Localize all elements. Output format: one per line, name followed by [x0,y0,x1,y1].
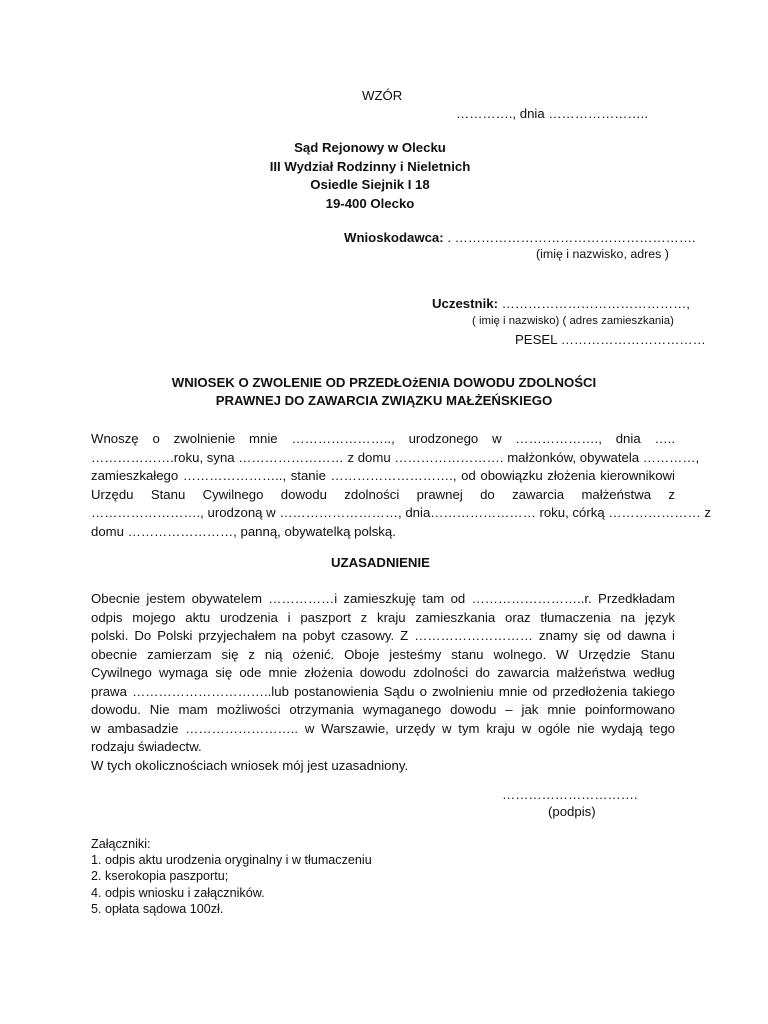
participant-label: Uczestnik: [432,296,498,311]
signature-dots: …………………………. [502,787,638,802]
attachments-heading: Załączniki: [91,837,151,851]
pesel-line: PESEL …………………………… [515,332,706,347]
justification-line: obecnie zamierzam się z nią ożenić. Oboje jesteśmy stanu wolnego. W Urzędzie Stanu [91,646,675,662]
court-address [250,139,490,213]
justification-heading: UZASADNIENIE [331,555,430,570]
signature-label: (podpis) [548,804,596,819]
participant-value: ……………………………………, [497,296,690,311]
request-line: Urzędu Stanu Cywilnego dowodu zdolności prawnej do zawarcia małżeństwa z [91,486,675,502]
court-city: 19-400 Olecko [325,195,415,211]
justification-line: Obecnie jestem obywatelem ……………i zamieszkuję tam od ……………………..r. Przedkładam [91,591,675,606]
justification-line-last: rodzaju świadectw. [91,739,202,754]
document-title [94,374,674,410]
title-line-1: WNIOSEK O ZWOLENIE OD PRZEDŁOżENIA DOWODU ZDOLNOŚCI [171,375,597,390]
justification-paragraph [91,590,675,775]
participant-hint: ( imię i nazwisko) ( adres zamieszkania) [472,315,674,327]
justification-line: prawa …………………………..lub postanowienia Sądu o zwolnieniu mnie od przedłożenia takiego [91,683,675,699]
justification-line: odpis mojego aktu urodzenia i paszport z kraju zamieszkania oraz tłumaczenia na język [91,609,675,625]
attachment-item: 2. kserokopia paszportu; [91,869,229,884]
justification-line: polski. Do Polski przyjechałem na pobyt czasowy. Z ……………………… znamy się od dawna i [91,628,675,643]
applicant-label: Wnioskodawca: [344,230,444,245]
applicant-line [344,230,696,245]
request-line: Wnoszę o zwolnienie mnie ………………….., urodzonego w ………………., dnia ….. [91,431,675,446]
attachments-list [91,836,372,917]
request-line: ……………….roku, syna …………………… z domu ……………………. małżonków, obywatela …………, [91,449,700,465]
attachment-item: 5. opłata sądowa 100zł. [91,901,224,916]
justification-line: w ambasadzie …………………….. w Warszawie, urzędy w tym kraju w ogóle nie wydają tego [91,720,675,736]
court-street: Osiedle Siejnik I 18 [310,177,430,192]
place-date-line: …………., dnia ………………….. [456,106,648,121]
participant-line [432,296,690,311]
attachment-item: 4. odpis wniosku i załączników. [91,885,265,900]
title-line-2: PRAWNEJ DO ZAWARCIA ZWIĄZKU MAŁŻEŃSKIEGO [215,393,553,408]
applicant-hint: (imię i nazwisko, adres ) [536,247,669,261]
court-division: III Wydział Rodzinny i Nieletnich [269,158,471,174]
request-line-last: domu ……………………, panną, obywatelką polską. [91,523,396,539]
justification-line: Cywilnego wymaga się ode mnie złożenia dowodu zdolności do zawarcia małżeństwa według [91,665,675,680]
request-line: zamieszkałego ………………….., stanie ………………………., od obowiązku złożenia kierownikowi [91,468,675,483]
request-line: ……………………., urodzoną w ………………………, dnia…………………… roku, córką ………………… z [91,505,711,520]
justification-line: dowodu. Nie mam możliwości otrzymania wymaganego dowodu – jak mnie poinformowano [91,702,675,717]
court-name: Sąd Rejonowy w Olecku [294,140,446,155]
attachment-item: 1. odpis aktu urodzenia oryginalny i w tłumaczeniu [91,853,372,868]
justification-conclusion: W tych okolicznościach wniosek mój jest uzasadniony. [91,757,409,773]
request-paragraph [91,430,711,541]
template-label: WZÓR [362,88,403,103]
applicant-value: . ………………………………………………. [443,230,696,245]
